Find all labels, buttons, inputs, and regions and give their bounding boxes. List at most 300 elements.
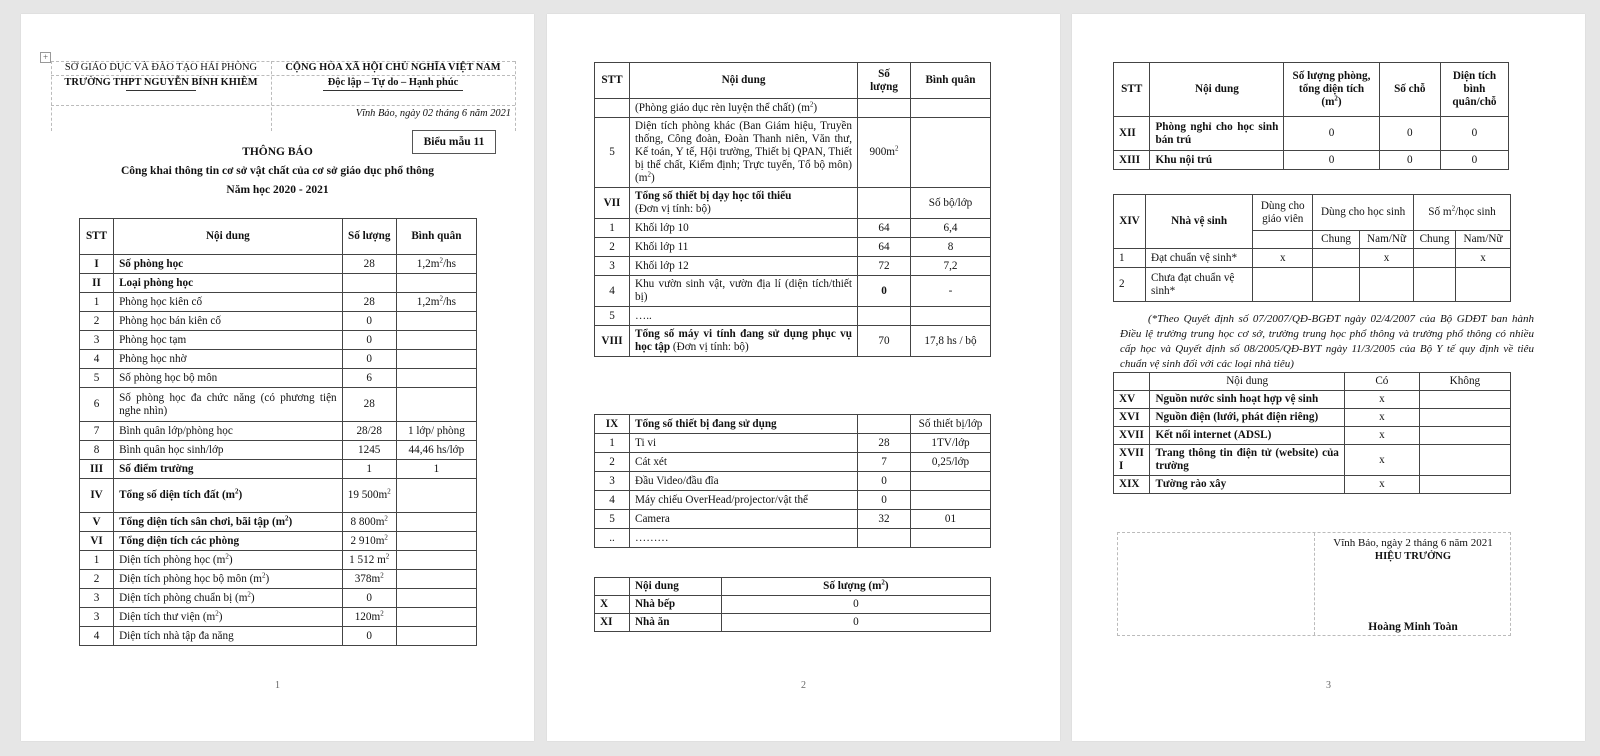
subheader-male-female: Nam/Nữ	[1456, 231, 1511, 249]
table-row	[1114, 117, 1509, 151]
row-average	[396, 350, 476, 369]
row-stt: XIII	[1114, 151, 1150, 170]
row-stt: I	[80, 255, 114, 274]
row-quantity	[858, 99, 911, 118]
row-average: 7,2	[911, 257, 991, 276]
row-content: Diện tích phòng khác (Ban Giám hiệu, Truyền thống, Công đoàn, Đoàn Thanh niên, Văn thư, Kế toán, Y tế, Hội trường, Thiết bị QPAN, Thiết bị thể chất, Kiểm định; Trực tuyến, Tổ bộ $môn)(m^2)$	[630, 118, 858, 188]
table-row	[595, 118, 991, 188]
row-stt: 5	[595, 307, 630, 326]
row-average	[396, 274, 476, 293]
table-row	[80, 293, 477, 312]
subheader-male-female: Nam/Nữ	[1360, 231, 1414, 249]
school-year: Năm học 2020 - 2021	[226, 184, 329, 196]
header-average: Bình quân	[396, 219, 476, 255]
row-stt: 1	[80, 293, 114, 312]
table-row	[80, 551, 477, 570]
row-content: Bình quân học sinh/lớp	[114, 441, 343, 460]
row-quantity	[858, 529, 911, 548]
table-row	[80, 608, 477, 627]
table-row	[1114, 445, 1511, 476]
table-row	[80, 513, 477, 532]
document-title: THÔNG BÁO	[242, 146, 313, 158]
row-content: Số điểm trường	[114, 460, 343, 479]
row-quantity: 8 $800m^2$	[342, 513, 396, 532]
row-stt: XIX	[1114, 476, 1150, 494]
row-quantity: 0	[1284, 151, 1379, 170]
header-stt: STT	[595, 63, 630, 99]
row-stt: XVII I	[1114, 445, 1150, 476]
table-row	[1114, 427, 1511, 445]
row-yes: x	[1344, 427, 1419, 445]
header-stt: STT	[80, 219, 114, 255]
row-quantity: 0	[721, 596, 990, 614]
row-content: Nhà ăn	[629, 614, 721, 632]
row-average	[396, 331, 476, 350]
subheader-empty	[1253, 231, 1313, 249]
motto-text: Độc lập – Tự do – Hạnh phúc	[327, 77, 459, 88]
table-row	[80, 589, 477, 608]
page-number: 2	[801, 680, 806, 691]
table-row	[595, 472, 991, 491]
signer-name: Hoàng Minh Toàn	[1368, 621, 1458, 633]
row-stt: VIII	[595, 326, 630, 357]
table-row	[595, 434, 991, 453]
row-content: Đầu Video/đầu đĩa	[630, 472, 858, 491]
row-quantity	[858, 415, 911, 434]
row-content: Trang thông tin điện tử (website) của trường	[1150, 445, 1344, 476]
header-area-per-seat: Diện tích bình quân/chỗ	[1440, 63, 1508, 117]
table-row	[80, 422, 477, 441]
table-row	[595, 188, 991, 219]
row-stt: 3	[80, 589, 114, 608]
subheader-common: Chung	[1313, 231, 1360, 249]
row-stt: XVI	[1114, 409, 1150, 427]
table-row	[80, 274, 477, 293]
row-stt: XI	[595, 614, 630, 632]
header-content: Nội dung	[1150, 63, 1284, 117]
row-average	[396, 589, 476, 608]
row-quantity: 0	[342, 627, 396, 646]
row-average	[396, 627, 476, 646]
row-average: $1,2m^2/hs$	[396, 293, 476, 312]
table-row	[80, 369, 477, 388]
page-number: 3	[1326, 680, 1331, 691]
row-content: Bình quân lớp/phòng học	[114, 422, 343, 441]
row-content: Diện tích thư viện $(m^2)$	[114, 608, 343, 627]
header-no: Không	[1419, 373, 1510, 391]
row-stt	[595, 99, 630, 118]
row-check-cell	[1313, 268, 1360, 302]
row-content: Ti vi	[630, 434, 858, 453]
row-stt: 4	[80, 350, 114, 369]
row-content: Nguồn nước sinh hoạt hợp vệ sinh	[1150, 391, 1344, 409]
table-row	[595, 238, 991, 257]
row-average: 1TV/lớp	[911, 434, 991, 453]
row-stt: 2	[80, 312, 114, 331]
row-check-cell	[1253, 268, 1313, 302]
row-stt: 2	[80, 570, 114, 589]
row-content: Phòng học tạm	[114, 331, 343, 350]
school-name-underline	[126, 90, 196, 91]
row-average	[396, 532, 476, 551]
row-stt: 5	[80, 369, 114, 388]
row-check-cell: x	[1360, 249, 1414, 268]
row-stt: 2	[595, 453, 630, 472]
motto-underline	[323, 90, 463, 91]
row-stt: 8	[80, 441, 114, 460]
row-average: 01	[911, 510, 991, 529]
document-date: Vĩnh Bảo, ngày 02 tháng 6 năm 2021	[355, 108, 511, 119]
header-content: Nội dung	[114, 219, 343, 255]
row-quantity: 72	[858, 257, 911, 276]
row-average	[396, 388, 476, 422]
row-stt: XII	[1114, 117, 1150, 151]
row-area-per-seat: 0	[1440, 117, 1508, 151]
row-stt: 3	[80, 608, 114, 627]
table-header-row	[595, 578, 991, 596]
motto	[271, 77, 515, 91]
boarding-table	[1113, 62, 1509, 170]
table-row	[80, 570, 477, 589]
row-stt: 3	[595, 257, 630, 276]
row-quantity: 0	[721, 614, 990, 632]
row-quantity: 7	[858, 453, 911, 472]
row-average	[396, 513, 476, 532]
row-check-cell: x	[1456, 249, 1511, 268]
row-yes: x	[1344, 476, 1419, 494]
row-quantity: 0	[342, 312, 396, 331]
utilities-table	[1113, 372, 1511, 494]
document-page-2	[547, 14, 1060, 741]
table-row	[595, 491, 991, 510]
footnote: (*Theo Quyết định số 07/2007/QĐ-BGĐT ngày 02/4/2007 của Bộ GDĐT ban hành Điều lệ trường trung học cơ sở, trường trung học phổ thông và trường phổ thông có nhiều cấp học và Quyết định số 08/2005/QĐ-BYT ngày 11/3/2005 của Bộ Y tế quy định về tiêu chuẩn vệ sinh đối với các loại nhà tiêu)	[1120, 313, 1534, 370]
department-name: SỞ GIÁO DỤC VÀ ĐÀO TẠO HẢI PHÒNG	[64, 62, 258, 73]
row-quantity: 28	[858, 434, 911, 453]
row-content: Phòng học bán kiên cố	[114, 312, 343, 331]
row-seats: 0	[1379, 151, 1440, 170]
row-average: 17,8 hs / bộ	[911, 326, 991, 357]
row-content: Khu nội trú	[1150, 151, 1284, 170]
row-content: Camera	[630, 510, 858, 529]
row-content: Phòng học nhờ	[114, 350, 343, 369]
row-no	[1419, 391, 1510, 409]
table-row	[80, 388, 477, 422]
row-quantity: 28	[342, 293, 396, 312]
row-content: Khu vườn sinh vật, vườn địa lí (diện tích/thiết bị)	[630, 276, 858, 307]
row-content: Phòng học kiên cố	[114, 293, 343, 312]
row-content: Tổng số máy vi tính đang sử dụng phục vụ học tập (Đơn vị tính: bộ)	[630, 326, 858, 357]
header-quantity: Số lượng	[342, 219, 396, 255]
row-content: …..	[630, 307, 858, 326]
row-quantity	[858, 307, 911, 326]
row-stt: 4	[595, 276, 630, 307]
row-stt: 4	[80, 627, 114, 646]
row-average	[396, 369, 476, 388]
row-stt: 6	[80, 388, 114, 422]
table-row	[595, 99, 991, 118]
table-row	[80, 331, 477, 350]
row-no	[1419, 427, 1510, 445]
row-stt: XVII	[1114, 427, 1150, 445]
header-quantity: Số lượng	[858, 63, 911, 99]
row-content: ………	[630, 529, 858, 548]
row-check-cell	[1360, 268, 1414, 302]
header-stt: XIV	[1114, 195, 1146, 249]
row-stt: IV	[80, 479, 114, 513]
document-subtitle: Công khai thông tin cơ sở vật chất của cơ sở giáo dục phổ thông	[120, 165, 435, 177]
row-stt: III	[80, 460, 114, 479]
table-header-row	[1114, 63, 1509, 117]
row-quantity: 6	[342, 369, 396, 388]
row-content: Diện tích nhà tập đa năng	[114, 627, 343, 646]
row-check-cell	[1456, 268, 1511, 302]
row-average: Số bộ/lớp	[911, 188, 991, 219]
signature-date: Vĩnh Bảo, ngày 2 tháng 6 năm 2021	[1333, 537, 1493, 549]
signature-block	[1117, 532, 1511, 636]
row-quantity: 1	[342, 460, 396, 479]
row-average: 1	[396, 460, 476, 479]
row-average: Số thiết bị/lớp	[911, 415, 991, 434]
header-per-student: Số $m^2$/học sinh	[1414, 195, 1511, 231]
row-quantity: 32	[858, 510, 911, 529]
row-average	[911, 99, 991, 118]
table-row	[1114, 409, 1511, 427]
row-average: 6,4	[911, 219, 991, 238]
row-yes: x	[1344, 391, 1419, 409]
row-content: Nguồn điện (lưới, phát điện riêng)	[1150, 409, 1344, 427]
page-number: 1	[275, 680, 280, 691]
row-stt: V	[80, 513, 114, 532]
table-header-row	[595, 63, 991, 99]
row-quantity: 28	[342, 388, 396, 422]
document-page-3	[1072, 14, 1585, 741]
table-row	[595, 326, 991, 357]
header-stt	[1114, 373, 1150, 391]
header-teacher: Dùng cho giáo viên	[1253, 195, 1313, 231]
facilities-table	[79, 218, 477, 646]
table-row	[595, 453, 991, 472]
row-quantity: 28	[342, 255, 396, 274]
row-quantity: 28/28	[342, 422, 396, 441]
row-quantity: 0	[342, 350, 396, 369]
row-average	[396, 551, 476, 570]
row-stt: 1	[80, 551, 114, 570]
table-row	[595, 529, 991, 548]
subheader-common: Chung	[1414, 231, 1456, 249]
table-header-row	[1114, 373, 1511, 391]
row-average	[911, 491, 991, 510]
row-quantity: $378m^2$	[342, 570, 396, 589]
table-row	[80, 479, 477, 513]
signature-right-cell	[1314, 533, 1511, 635]
row-stt: VII	[595, 188, 630, 219]
row-check-cell	[1414, 268, 1456, 302]
row-quantity: 0	[858, 276, 911, 307]
table-row	[1114, 391, 1511, 409]
row-quantity: 0	[858, 491, 911, 510]
table-row	[1114, 476, 1511, 494]
row-content: (Phòng giáo dục rèn luyện thể chất) $(m^2)$	[630, 99, 858, 118]
table-header-row	[80, 219, 477, 255]
row-stt: 5	[595, 118, 630, 188]
row-average: 44,46 hs/lớp	[396, 441, 476, 460]
table-row	[80, 627, 477, 646]
document-page-1	[21, 14, 534, 741]
row-quantity	[858, 188, 911, 219]
header-seats: Số chỗ	[1379, 63, 1440, 117]
header-quantity: Số lượng $(m^2)$	[721, 578, 990, 596]
toilet-table	[1113, 194, 1511, 302]
row-check-cell	[1414, 249, 1456, 268]
row-quantity: $900m^2$	[858, 118, 911, 188]
table-row	[595, 276, 991, 307]
table-row	[1114, 249, 1511, 268]
row-average	[911, 307, 991, 326]
table-row	[80, 532, 477, 551]
header-average: Bình quân	[911, 63, 991, 99]
row-yes: x	[1344, 445, 1419, 476]
row-average: 0,25/lớp	[911, 453, 991, 472]
row-no	[1419, 476, 1510, 494]
row-content: Tường rào xây	[1150, 476, 1344, 494]
row-content: Số phòng học bộ môn	[114, 369, 343, 388]
header-student: Dùng cho học sinh	[1313, 195, 1414, 231]
row-stt: ..	[595, 529, 630, 548]
row-quantity: 0	[342, 589, 396, 608]
row-stt: II	[80, 274, 114, 293]
row-content: Tổng số thiết bị đang sử dụng	[630, 415, 858, 434]
school-name-text: TRƯỜNG THPT NGUYỄN BỈNH KHIÊM	[64, 77, 258, 88]
row-content: Cát xét	[630, 453, 858, 472]
row-quantity: 2 $910m^2$	[342, 532, 396, 551]
table-row	[595, 219, 991, 238]
header-stt	[595, 578, 630, 596]
row-stt: 3	[80, 331, 114, 350]
header-content: Nội dung	[630, 63, 858, 99]
row-stt: 5	[595, 510, 630, 529]
row-average: 8	[911, 238, 991, 257]
form-label: Biểu mẫu 11	[412, 130, 496, 154]
row-stt: 2	[1114, 268, 1146, 302]
row-average	[396, 608, 476, 627]
row-content: Kết nối internet (ADSL)	[1150, 427, 1344, 445]
row-average: -	[911, 276, 991, 307]
row-average: 1 lớp/ phòng	[396, 422, 476, 441]
row-content: Loại phòng học	[114, 274, 343, 293]
row-content: Khối lớp 12	[630, 257, 858, 276]
row-average	[911, 472, 991, 491]
row-area-per-seat: 0	[1440, 151, 1508, 170]
table-row	[80, 441, 477, 460]
table-row	[595, 307, 991, 326]
row-content: Diện tích phòng học bộ môn $(m^2)$	[114, 570, 343, 589]
row-content: Nhà bếp	[629, 596, 721, 614]
devices-table	[594, 414, 991, 548]
row-content: Tổng số thiết bị dạy học tối thiểu (Đơn vị tính: bộ)	[630, 188, 858, 219]
row-content: Đạt chuẩn vệ sinh*	[1145, 249, 1252, 268]
kitchen-table	[594, 577, 991, 632]
row-content: Máy chiếu OverHead/projector/vật thể	[630, 491, 858, 510]
row-content: Số phòng học đa chức năng (có phương tiện nghe nhìn)	[114, 388, 343, 422]
row-stt: 3	[595, 472, 630, 491]
table-row	[595, 510, 991, 529]
row-quantity: $120m^2$	[342, 608, 396, 627]
row-quantity: 64	[858, 219, 911, 238]
table-row	[595, 415, 991, 434]
row-content: Diện tích phòng học $(m^2)$	[114, 551, 343, 570]
header-quantity: Số lượng phòng, tổng diện tích $(m^2)$	[1284, 63, 1379, 117]
row-stt: VI	[80, 532, 114, 551]
row-stt: 7	[80, 422, 114, 441]
row-stt: 1	[1114, 249, 1146, 268]
row-quantity: 0	[1284, 117, 1379, 151]
row-quantity: 0	[342, 331, 396, 350]
row-content: Tổng diện tích sân chơi, bãi tập $(m^2)$	[114, 513, 343, 532]
table-move-handle-icon[interactable]: +	[40, 52, 51, 63]
row-average	[911, 118, 991, 188]
table-row	[80, 350, 477, 369]
header-stt: STT	[1114, 63, 1150, 117]
table-row	[80, 460, 477, 479]
table-row	[1114, 268, 1511, 302]
row-quantity	[342, 274, 396, 293]
header-content: Nội dung	[1150, 373, 1344, 391]
row-quantity: 64	[858, 238, 911, 257]
row-average	[396, 479, 476, 513]
row-stt: 1	[595, 219, 630, 238]
row-content: Diện tích phòng chuẩn bị $(m^2)$	[114, 589, 343, 608]
row-check-cell: x	[1253, 249, 1313, 268]
row-quantity: 19 $500m^2$	[342, 479, 396, 513]
row-average	[911, 529, 991, 548]
row-content: Khối lớp 11	[630, 238, 858, 257]
row-stt: 2	[595, 238, 630, 257]
row-stt: XV	[1114, 391, 1150, 409]
table-row	[1114, 151, 1509, 170]
table-header-row	[1114, 195, 1511, 231]
row-no	[1419, 445, 1510, 476]
row-content: Khối lớp 10	[630, 219, 858, 238]
row-quantity: 70	[858, 326, 911, 357]
row-quantity: 1245	[342, 441, 396, 460]
row-no	[1419, 409, 1510, 427]
row-content: Phòng nghỉ cho học sinh bán trú	[1150, 117, 1284, 151]
equipment-table	[594, 62, 991, 357]
row-stt: X	[595, 596, 630, 614]
row-seats: 0	[1379, 117, 1440, 151]
row-content: Tổng diện tích các phòng	[114, 532, 343, 551]
school-name	[51, 77, 271, 91]
row-stt: IX	[595, 415, 630, 434]
table-row	[595, 596, 991, 614]
row-average	[396, 312, 476, 331]
table-row	[80, 312, 477, 331]
header-yes: Có	[1344, 373, 1419, 391]
row-average: $1,2m^2/hs$	[396, 255, 476, 274]
row-quantity: 1 512 $m^2$	[342, 551, 396, 570]
row-average	[396, 570, 476, 589]
signature-position: HIỆU TRƯỞNG	[1374, 551, 1452, 562]
row-stt: 4	[595, 491, 630, 510]
row-content: Số phòng học	[114, 255, 343, 274]
country-name: CỘNG HÒA XÃ HỘI CHỦ NGHĨA VIỆT NAM	[285, 62, 501, 73]
header-content: Nội dung	[629, 578, 721, 596]
row-content: Tổng số diện tích đất $(m^2)$	[114, 479, 343, 513]
row-quantity: 0	[858, 472, 911, 491]
row-check-cell	[1313, 249, 1360, 268]
row-yes: x	[1344, 409, 1419, 427]
row-stt: 1	[595, 434, 630, 453]
